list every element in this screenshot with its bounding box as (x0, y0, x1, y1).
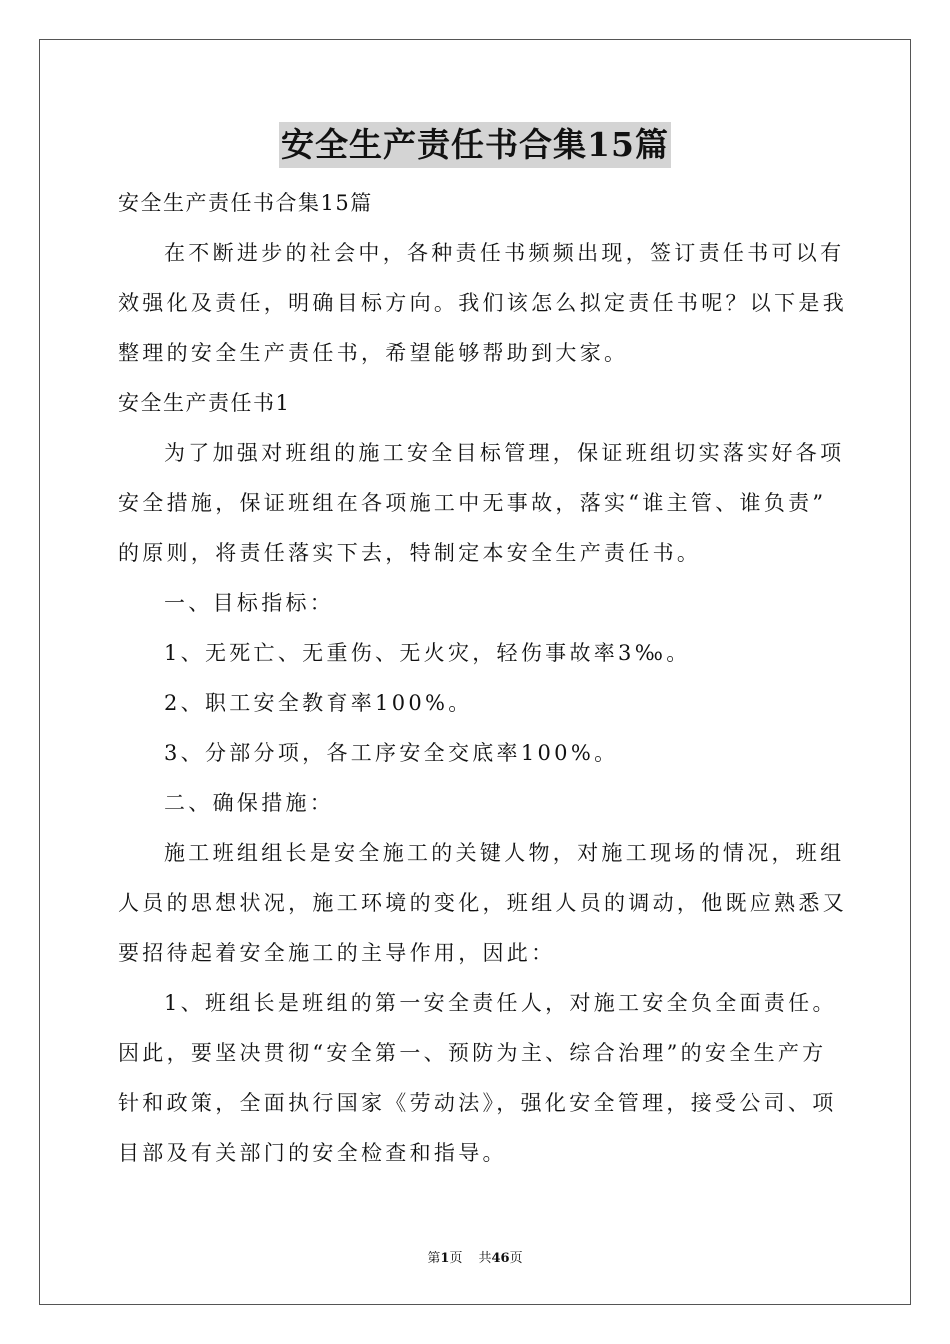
title-container (0, 122, 950, 168)
page-prefix: 第 (427, 1251, 441, 1266)
document-title: 安全生产责任书合集15篇 (279, 122, 671, 168)
intro-line: 效强化及责任，明确目标方向。我们该怎么拟定责任书呢？以下是我 (118, 291, 847, 315)
total-suffix: 页 (509, 1251, 523, 1266)
measures-heading: 二、确保措施： (164, 791, 335, 815)
paragraph-line: 人员的思想状况，施工环境的变化，班组人员的调动，他既应熟悉又 (118, 891, 847, 915)
page-suffix: 页 (449, 1251, 463, 1266)
paragraph-line: 为了加强对班组的施工安全目标管理，保证班组切实落实好各项 (164, 441, 845, 465)
page-footer (0, 1247, 950, 1266)
paragraph-line: 施工班组组长是安全施工的关键人物，对施工现场的情况，班组 (164, 841, 845, 865)
goal-item: 3、分部分项，各工序安全交底率100%。 (164, 741, 619, 765)
total-pages-number: 46 (491, 1251, 510, 1266)
paragraph-line: 针和政策，全面执行国家《劳动法》，强化安全管理，接受公司、项 (118, 1091, 837, 1115)
total-prefix: 共 (478, 1251, 492, 1266)
goal-item: 1、无死亡、无重伤、无火灾，轻伤事故率3‰。 (164, 641, 691, 665)
intro-line: 在不断进步的社会中，各种责任书频频出现，签订责任书可以有 (164, 241, 845, 265)
paragraph-line: 安全措施，保证班组在各项施工中无事故，落实“谁主管、谁负责” (118, 491, 827, 515)
intro-line: 整理的安全生产责任书，希望能够帮助到大家。 (118, 341, 629, 365)
section-heading: 安全生产责任书1 (118, 391, 291, 415)
paragraph-line: 的原则，将责任落实下去，特制定本安全生产责任书。 (118, 541, 702, 565)
paragraph-line: 因此，要坚决贯彻“安全第一、预防为主、综合治理”的安全生产方 (118, 1041, 827, 1065)
current-page-number: 1 (440, 1251, 450, 1266)
goals-heading: 一、目标指标： (164, 591, 335, 615)
goal-item: 2、职工安全教育率100%。 (164, 691, 473, 715)
document-subtitle: 安全生产责任书合集15篇 (118, 191, 373, 215)
document-body (118, 178, 847, 1178)
paragraph-line: 目部及有关部门的安全检查和指导。 (118, 1141, 507, 1165)
paragraph-line: 1、班组长是班组的第一安全责任人，对施工安全负全面责任。 (164, 991, 837, 1015)
paragraph-line: 要招待起着安全施工的主导作用，因此： (118, 941, 556, 965)
